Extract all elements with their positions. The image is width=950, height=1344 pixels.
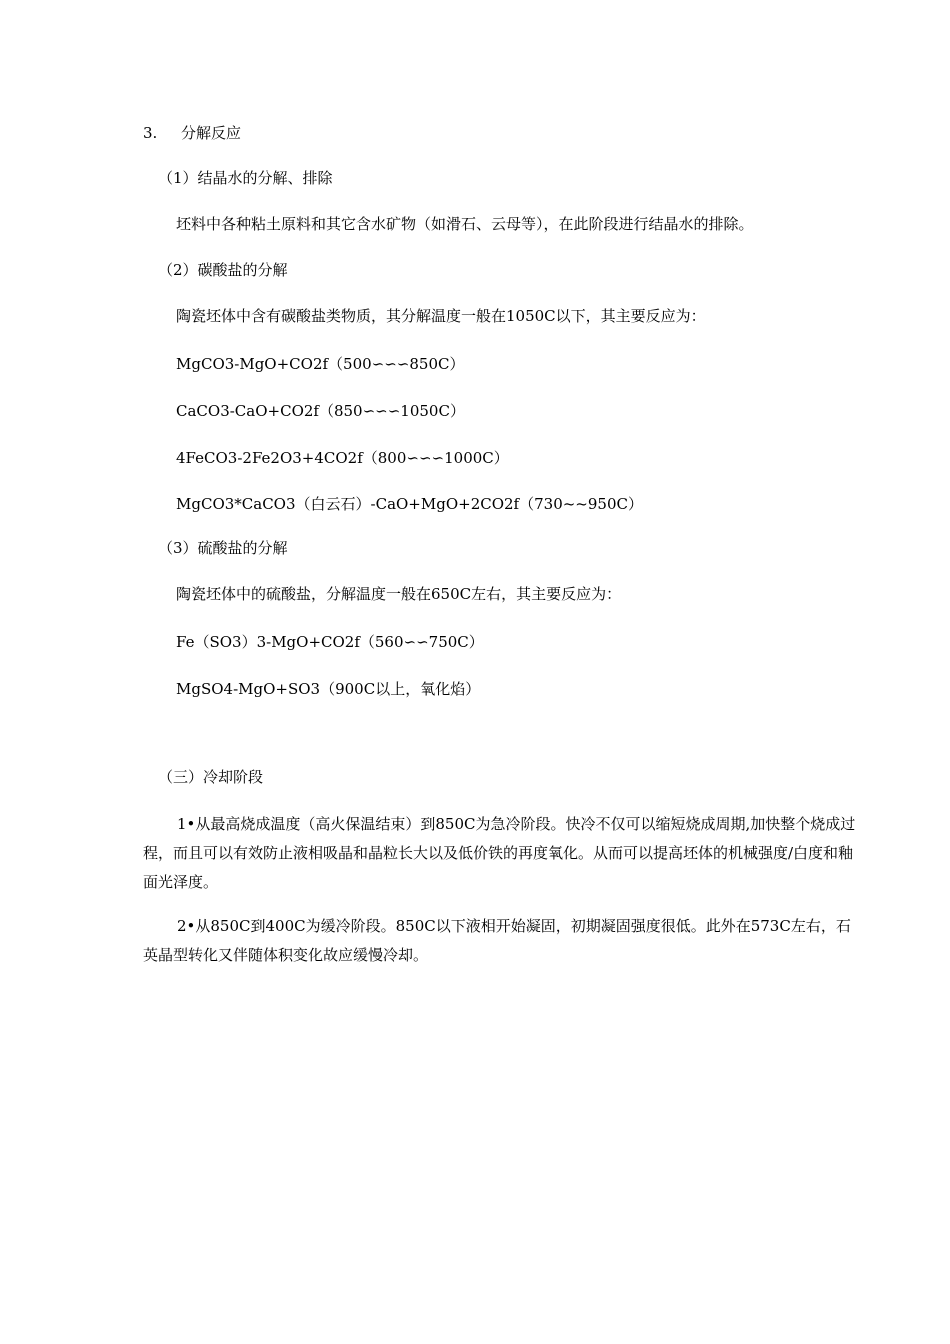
- reaction-line: MgCO3-MgO+CO2f（500∽∽∽850C）: [176, 355, 465, 373]
- subsection-2-text: 陶瓷坯体中含有碳酸盐类物质，其分解温度一般在1050C以下，其主要反应为：: [176, 307, 706, 325]
- section-number: 3.: [143, 124, 158, 142]
- cooling-paragraph-2: 2•从850C到400C为缓冷阶段。850C以下液相开始凝固，初期凝固强度很低。此外在573C左右，石英晶型转化又伴随体积变化故应缓慢冷却。: [143, 917, 851, 964]
- cooling-paragraph-1: 1•从最高烧成温度（高火保温结束）到850C为急冷阶段。快冷不仅可以缩短烧成周期,加快整个烧成过程，而且可以有效防止液相吸晶和晶粒长大以及低价铁的再度氧化。从而可以提高坯体的机械强度/白度和釉面光泽度。: [143, 815, 856, 891]
- reaction-line: MgSO4-MgO+SO3（900C以上，氧化焰）: [176, 680, 481, 698]
- subsection-1-text: 坯料中各种粘土原料和其它含水矿物（如滑石、云母等），在此阶段进行结晶水的排除。: [176, 215, 754, 233]
- subsection-3-heading: （3）硫酸盐的分解: [158, 539, 288, 557]
- cooling-heading: （三）冷却阶段: [158, 768, 264, 786]
- reaction-line: MgCO3*CaCO3（白云石）-CaO+MgO+2CO2f（730~~950C）: [176, 495, 643, 513]
- section-title: 分解反应: [181, 124, 242, 142]
- subsection-2-heading: （2）碳酸盐的分解: [158, 261, 288, 279]
- reaction-line: 4FeCO3-2Fe2O3+4CO2f（800∽∽∽1000C）: [176, 449, 509, 467]
- reaction-line: CaCO3-CaO+CO2f（850∽∽∽1050C）: [176, 402, 465, 420]
- reaction-line: Fe（SO3）3-MgO+CO2f（560∽∽750C）: [176, 633, 484, 651]
- subsection-3-text: 陶瓷坯体中的硫酸盐，分解温度一般在650C左右，其主要反应为：: [176, 585, 622, 603]
- subsection-1-heading: （1）结晶水的分解、排除: [158, 169, 333, 187]
- section-3-heading: [143, 123, 241, 143]
